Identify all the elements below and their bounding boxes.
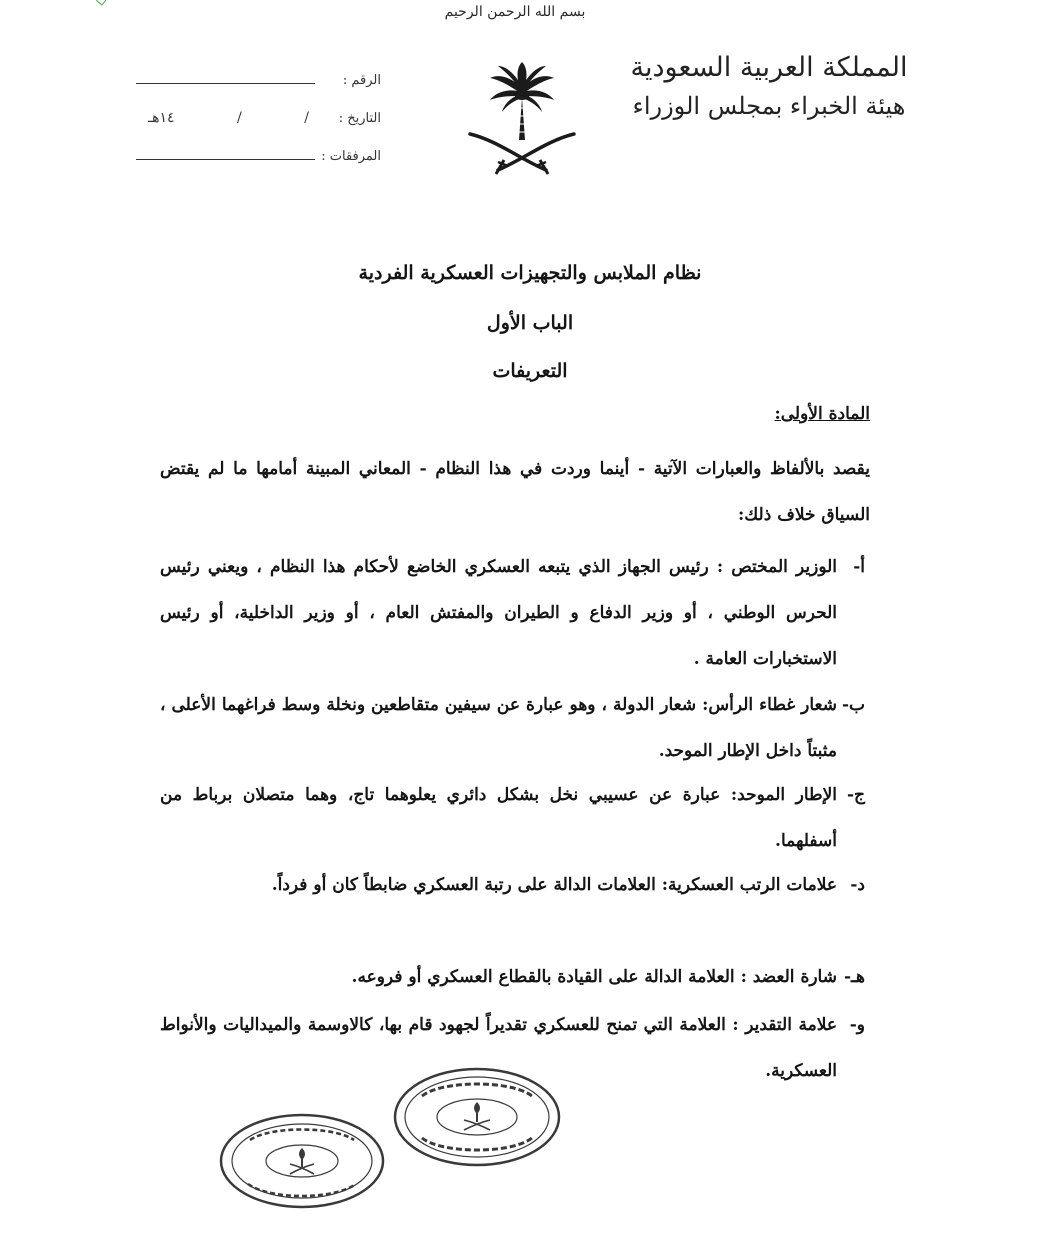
definition-item <box>160 682 865 772</box>
agency-letterhead <box>624 48 914 124</box>
definition-text: علامات الرتب العسكرية: العلامات الدالة على رتبة العسكري ضابطاً كان أو فرداً. <box>271 875 837 895</box>
definition-item <box>160 954 865 1002</box>
agency-country-name: المملكة العربية السعودية <box>630 52 908 83</box>
official-seal-icon <box>392 1066 562 1168</box>
reference-block <box>136 50 381 164</box>
definition-item <box>160 544 865 682</box>
definition-item <box>160 772 865 862</box>
definition-letter: د- <box>850 875 865 895</box>
definition-text: الإطار الموحد: عبارة عن عسيبي نخل بشكل دائري يعلوهما تاج، وهما متصلان برباط من أسفلهما. <box>160 785 837 851</box>
corner-mark-icon <box>96 0 106 6</box>
intro-paragraph: يقصد بالألفاظ والعبارات الآتية - أينما وردت في هذا النظام - المعاني المبينة أمامها ما لم يقتض السياق خلاف ذلك: <box>160 459 870 525</box>
definition-text: علامة التقدير : العلامة التي تمنح للعسكري تقديراً لجهود قام بها، كالاوسمة والميداليات والأنواط العسكرية. <box>160 1015 837 1081</box>
chapter-heading: الباب الأول <box>486 312 574 334</box>
attachments-label: المرفقات : <box>321 149 381 164</box>
document-title: نظام الملابس والتجهيزات العسكرية الفردية <box>358 262 702 284</box>
saudi-emblem-icon <box>466 48 578 176</box>
reference-row <box>136 50 381 88</box>
date-row <box>136 88 381 126</box>
definition-text: الوزير المختص : رئيس الجهاز الذي يتبعه العسكري الخاضع لأحكام هذا النظام ، ويعني رئيس الحرس الوطني ، أو وزير الدفاع و الطيران والمفتش العام ، أو وزير الداخلية، أو رئيس الاستخبارات العامة . <box>160 557 837 669</box>
attachments-row <box>136 126 381 164</box>
date-suffix: ١٤هـ <box>148 110 175 126</box>
definitions-list <box>160 544 865 1098</box>
reference-line <box>136 71 315 84</box>
definition-item <box>160 862 865 954</box>
section-heading: التعريفات <box>492 360 568 382</box>
reference-label: الرقم : <box>342 73 381 88</box>
definition-text: شعار غطاء الرأس: شعار الدولة ، وهو عبارة عن سيفين متقاطعين ونخلة وسط فراغهما الأعلى ، مثبتاً داخل الإطار الموحد. <box>160 695 837 761</box>
definition-letter: أ- <box>853 557 865 577</box>
definition-letter: ج- <box>846 785 865 805</box>
definition-letter: ب- <box>841 695 865 715</box>
date-field <box>136 110 315 126</box>
definition-letter: هـ- <box>843 967 865 987</box>
date-slash-1: / <box>304 110 309 126</box>
date-label: التاريخ : <box>338 111 381 126</box>
article-heading: المادة الأولى: <box>774 404 870 424</box>
official-seal-icon <box>218 1112 386 1210</box>
agency-department-name: هيئة الخبراء بمجلس الوزراء <box>632 92 906 120</box>
basmala: بسم الله الرحمن الرحيم <box>444 4 586 20</box>
definition-letter: و- <box>849 1015 865 1035</box>
definition-text: شارة العضد : العلامة الدالة على القيادة بالقطاع العسكري أو فروعه. <box>351 967 837 987</box>
attachments-line <box>136 147 315 160</box>
date-slash-2: / <box>237 110 242 126</box>
